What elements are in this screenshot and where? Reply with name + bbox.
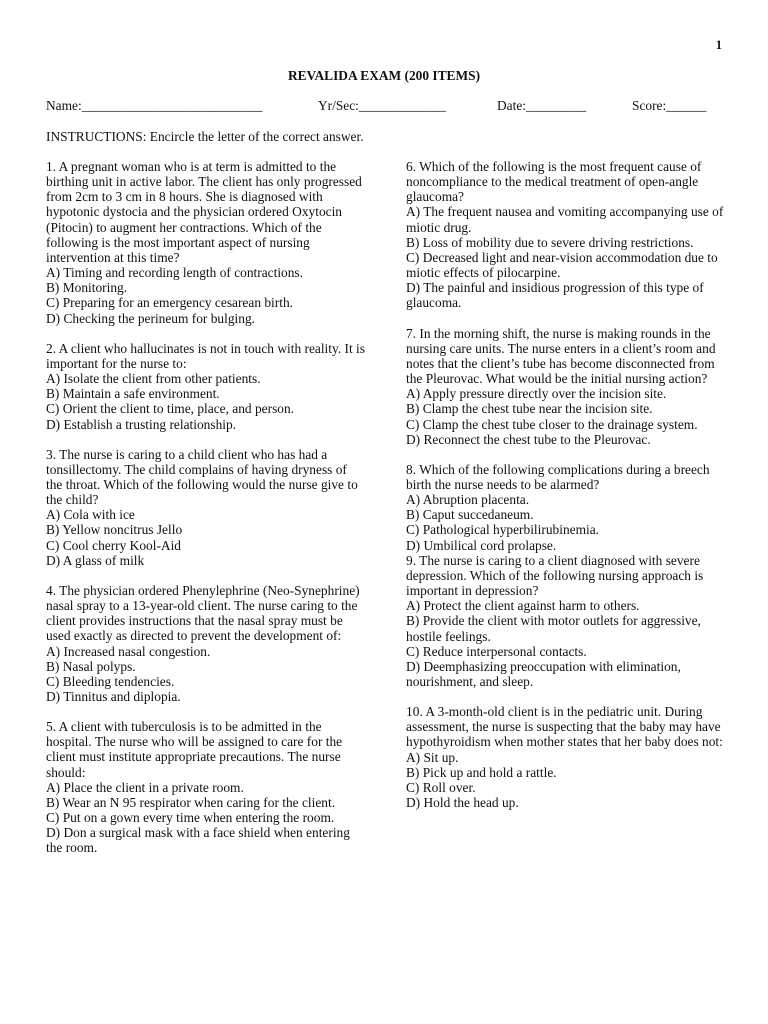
- question-10: [406, 704, 726, 810]
- option-a[interactable]: A) Increased nasal congestion.: [46, 643, 211, 659]
- yrsec-field[interactable]: Yr/Sec:_____________: [318, 98, 446, 113]
- option-a[interactable]: A) Place the client in a private room.: [46, 779, 244, 795]
- instructions: INSTRUCTIONS: Encircle the letter of the correct answer.: [46, 129, 364, 144]
- exam-title: REVALIDA EXAM (200 ITEMS): [287, 68, 481, 83]
- option-d[interactable]: D) The painful and insidious progression of this type of glaucoma.: [406, 280, 704, 311]
- option-b[interactable]: B) Wear an N 95 respirator when caring for the client.: [46, 794, 336, 810]
- page-number: 1: [715, 38, 722, 52]
- question-9: [406, 553, 726, 689]
- question-stem: 4. The physician ordered Phenylephrine (Neo-Synephrine) nasal spray to a 13-year-old client. The nurse caring to the client provides instructions that the nasal spray must be used exactly as directed to prevent the development of:: [46, 582, 360, 644]
- question-2: [46, 341, 366, 432]
- question-stem: 6. Which of the following is the most frequent cause of noncompliance to the medical treatment of open-angle glaucoma?: [406, 159, 702, 205]
- option-d[interactable]: D) Don a surgical mask with a face shield when entering the room.: [46, 825, 350, 856]
- option-b[interactable]: B) Clamp the chest tube near the incision site.: [406, 401, 653, 417]
- option-c[interactable]: C) Roll over.: [406, 779, 476, 795]
- question-5: [46, 719, 366, 855]
- option-d[interactable]: D) Checking the perineum for bulging.: [46, 310, 255, 326]
- question-stem: 5. A client with tuberculosis is to be admitted in the hospital. The nurse who will be assigned to care for the client must institute appropriate precautions. The nurse should:: [46, 719, 343, 780]
- option-d[interactable]: D) Hold the head up.: [406, 795, 519, 811]
- question-stem: 2. A client who hallucinates is not in touch with reality. It is important for the nurse to:: [46, 340, 365, 371]
- question-stem: 9. The nurse is caring to a client diagnosed with severe depression. Which of the following nursing approach is important in depression?: [406, 552, 704, 599]
- option-a[interactable]: A) The frequent nausea and vomiting accompanying use of miotic drug.: [406, 204, 724, 235]
- option-a[interactable]: A) Protect the client against harm to others.: [406, 598, 640, 614]
- option-c[interactable]: C) Bleeding tendencies.: [46, 673, 175, 689]
- option-d[interactable]: D) Establish a trusting relationship.: [46, 416, 237, 432]
- option-a[interactable]: A) Sit up.: [406, 749, 459, 765]
- left-column: [46, 159, 366, 871]
- option-b[interactable]: B) Caput succedaneum.: [406, 507, 534, 523]
- question-8: [406, 462, 726, 553]
- option-c[interactable]: C) Pathological hyperbilirubinemia.: [406, 522, 600, 538]
- right-column: [406, 159, 726, 825]
- option-a[interactable]: A) Cola with ice: [46, 507, 135, 523]
- option-c[interactable]: C) Preparing for an emergency cesarean birth.: [46, 295, 294, 311]
- question-stem: 10. A 3-month-old client is in the pediatric unit. During assessment, the nurse is suspecting that the baby may have hypothyroidism when mother states that her baby does not:: [406, 704, 723, 750]
- header-fields: [46, 98, 726, 116]
- option-d[interactable]: D) Tinnitus and diplopia.: [46, 689, 181, 704]
- option-d[interactable]: D) Deemphasizing preoccupation with elimination, nourishment, and sleep.: [406, 658, 681, 689]
- option-b[interactable]: B) Nasal polyps.: [46, 658, 136, 674]
- option-c[interactable]: C) Reduce interpersonal contacts.: [406, 643, 587, 659]
- option-d[interactable]: D) Umbilical cord prolapse.: [406, 537, 557, 553]
- option-a[interactable]: A) Timing and recording length of contractions.: [46, 265, 303, 281]
- option-c[interactable]: C) Clamp the chest tube closer to the drainage system.: [406, 416, 698, 432]
- question-stem: 1. A pregnant woman who is at term is admitted to the birthing unit in active labor. The client has only progressed from 2cm to 3 cm in 8 hours. She is diagnosed with hypotonic dystocia and the physician ordered Oxytocin (Pitocin) to augment her contractions. Which of the following is the most important aspect of nursing intervention at this time?: [46, 159, 362, 265]
- option-b[interactable]: B) Yellow noncitrus Jello: [46, 522, 183, 538]
- option-b[interactable]: B) Loss of mobility due to severe driving restrictions.: [406, 234, 694, 250]
- option-c[interactable]: C) Put on a gown every time when entering the room.: [46, 810, 335, 826]
- question-4: [46, 583, 366, 704]
- question-stem: 8. Which of the following complications during a breech birth the nurse needs to be alarmed?: [406, 461, 710, 492]
- question-stem: 3. The nurse is caring to a child client who has had a tonsillectomy. The child complains of having dryness of the throat. Which of the following would the nurse give to the child?: [46, 446, 358, 508]
- option-c[interactable]: C) Decreased light and near-vision accommodation due to miotic effects of pilocarpine.: [406, 249, 718, 281]
- option-a[interactable]: A) Apply pressure directly over the incision site.: [406, 386, 667, 402]
- question-1: [46, 159, 366, 326]
- option-c[interactable]: C) Orient the client to time, place, and person.: [46, 401, 295, 417]
- option-c[interactable]: C) Cool cherry Kool-Aid: [46, 537, 181, 553]
- option-b[interactable]: B) Pick up and hold a rattle.: [406, 764, 557, 780]
- score-field[interactable]: Score:______: [632, 98, 707, 113]
- option-a[interactable]: A) Abruption placenta.: [406, 492, 530, 508]
- option-d[interactable]: D) Reconnect the chest tube to the Pleurovac.: [406, 431, 651, 447]
- name-field[interactable]: Name:___________________________: [46, 98, 263, 113]
- question-7: [406, 326, 726, 447]
- date-field[interactable]: Date:_________: [497, 98, 587, 113]
- option-a[interactable]: A) Isolate the client from other patients.: [46, 371, 261, 387]
- option-b[interactable]: B) Monitoring.: [46, 280, 128, 296]
- question-stem: 7. In the morning shift, the nurse is making rounds in the nursing care units. The nurse enters in a client’s room and notes that the client’s tube has become disconnected from the Pleurovac. What would be the initial nursing action?: [406, 325, 716, 387]
- option-b[interactable]: B) Provide the client with motor outlets for aggressive, hostile feelings.: [406, 613, 701, 644]
- option-d[interactable]: D) A glass of milk: [46, 552, 145, 568]
- question-6: [406, 159, 726, 311]
- option-b[interactable]: B) Maintain a safe environment.: [46, 386, 220, 402]
- question-3: [46, 447, 366, 568]
